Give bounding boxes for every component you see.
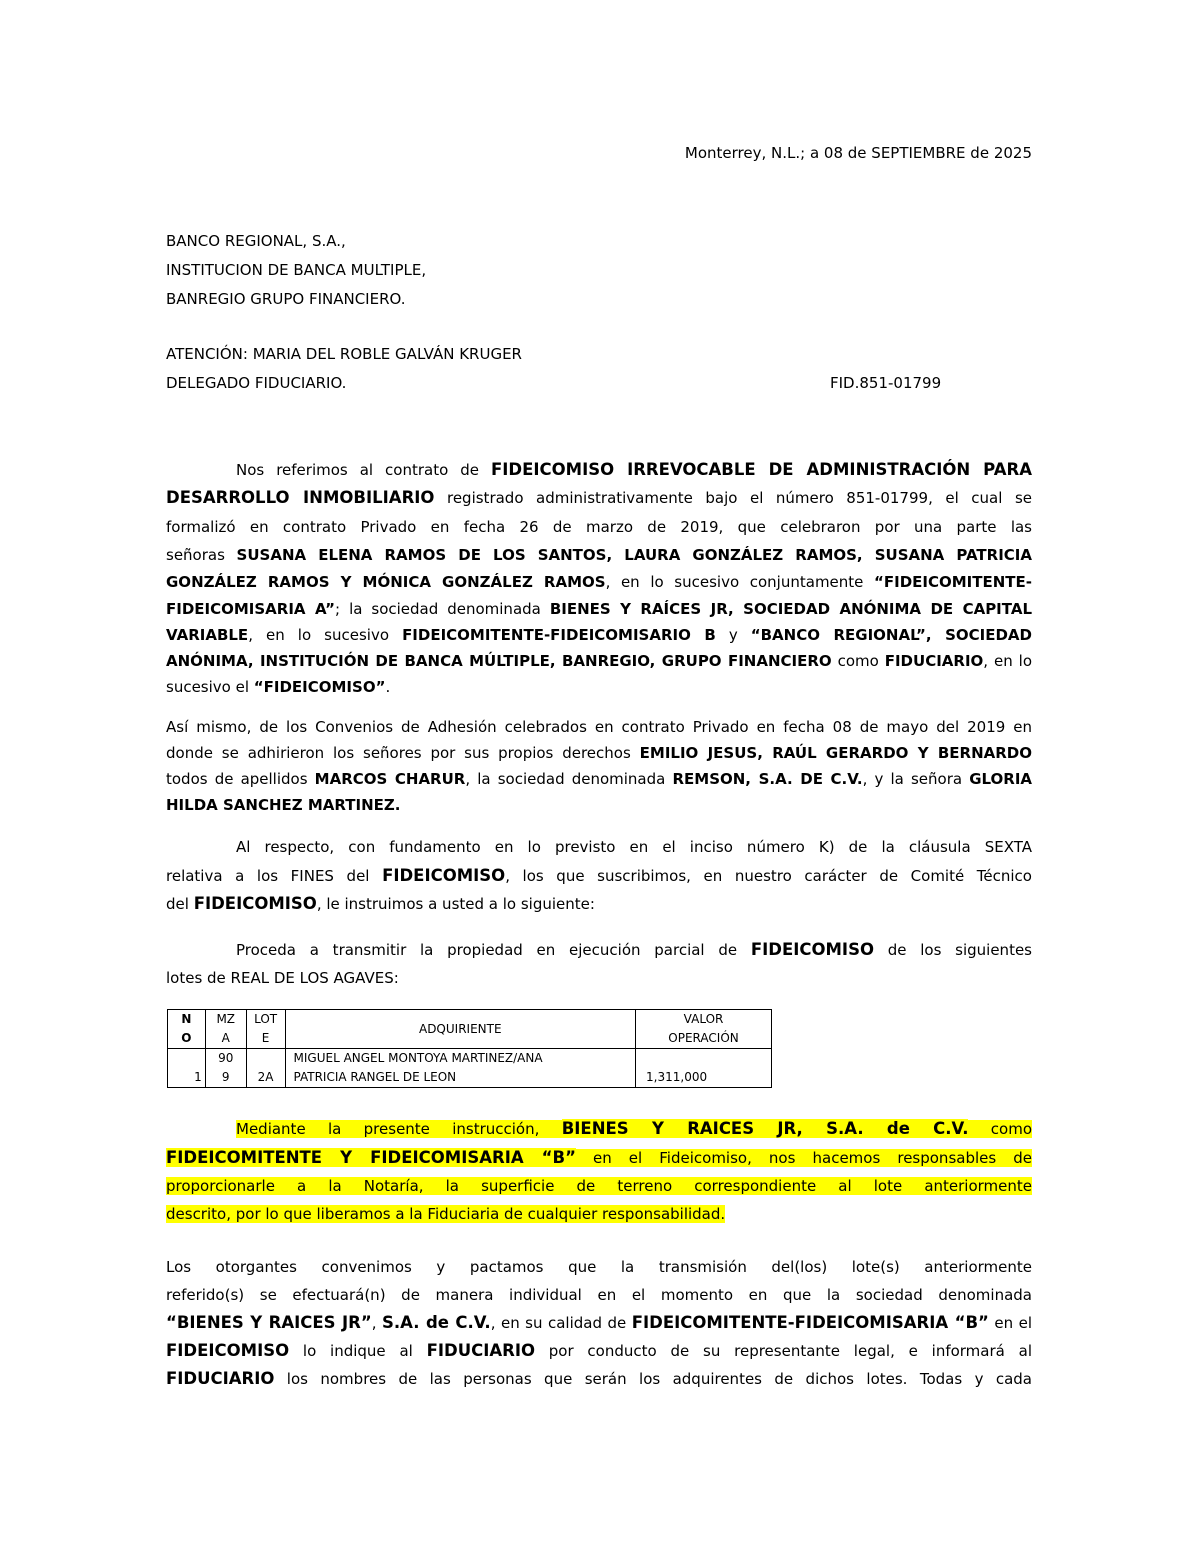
cell-adquiriente: MIGUEL ANGEL MONTOYA MARTINEZ/ANA PATRICIA RANGEL DE LEON xyxy=(285,1049,636,1088)
recipient-line: INSTITUCION DE BANCA MULTIPLE, xyxy=(166,261,427,279)
table-header-row xyxy=(168,1010,772,1049)
paragraph-3-line: del FIDEICOMISO, le instruimos a usted a lo siguiente: xyxy=(166,894,595,913)
paragraph-1-line: VARIABLE, en lo sucesivo FIDEICOMITENTE-FIDEICOMISARIO B y “BANCO REGIONAL”, SOCIEDAD xyxy=(166,626,1032,644)
paragraph-1-line: señoras SUSANA ELENA RAMOS DE LOS SANTOS, LAURA GONZÁLEZ RAMOS, SUSANA PATRICIA xyxy=(166,546,1032,564)
paragraph-2-line: donde se adhirieron los señores por sus propios derechos EMILIO JESUS, RAÚL GERARDO Y BERNARDO xyxy=(166,744,1033,762)
cell-mza: 90 9 xyxy=(205,1049,246,1088)
paragraph-3-line: relativa a los FINES del FIDEICOMISO, los que suscribimos, en nuestro carácter de Comité Técnico xyxy=(166,866,1032,885)
paragraph-1-line: FIDEICOMISARIA A”; la sociedad denominada BIENES Y RAÍCES JR, SOCIEDAD ANÓNIMA DE CAPITAL xyxy=(166,600,1033,618)
paragraph-4-line: lotes de REAL DE LOS AGAVES: xyxy=(166,969,399,987)
fid-number: FID.851-01799 xyxy=(830,374,942,392)
paragraph-5-line: Mediante la presente instrucción, BIENES Y RAICES JR, S.A. de C.V. como xyxy=(236,1119,1032,1138)
paragraph-1-line: DESARROLLO INMOBILIARIO registrado administrativamente bajo el número 851-01799, el cual se xyxy=(166,488,1032,507)
paragraph-1-line: sucesivo el “FIDEICOMISO”. xyxy=(166,678,391,696)
paragraph-6-line: Los otorgantes convenimos y pactamos que la transmisión del(los) lote(s) anteriormente xyxy=(166,1258,1032,1276)
paragraph-4-line: Proceda a transmitir la propiedad en ejecución parcial de FIDEICOMISO de los siguientes xyxy=(236,940,1032,959)
paragraph-6-line: “BIENES Y RAICES JR”, S.A. de C.V., en su calidad de FIDEICOMITENTE-FIDEICOMISARIA “B” en el xyxy=(166,1313,1032,1332)
lots-table xyxy=(167,1009,772,1088)
delegate-label: DELEGADO FIDUCIARIO. xyxy=(166,374,347,392)
header-mza: MZ A xyxy=(205,1010,246,1049)
paragraph-2-line: HILDA SANCHEZ MARTINEZ. xyxy=(166,796,401,814)
paragraph-2-line: Así mismo, de los Convenios de Adhesión celebrados en contrato Privado en fecha 08 de mayo del 2019 en xyxy=(166,718,1032,736)
header-no: N O xyxy=(168,1010,206,1049)
paragraph-3-line: Al respecto, con fundamento en lo previsto en el inciso número K) de la cláusula SEXTA xyxy=(236,838,1032,856)
paragraph-1-line: GONZÁLEZ RAMOS Y MÓNICA GONZÁLEZ RAMOS, en lo sucesivo conjuntamente “FIDEICOMITENTE- xyxy=(166,573,1032,591)
paragraph-6-line: FIDUCIARIO los nombres de las personas que serán los adquirentes de dichos lotes. Todas y cada xyxy=(166,1369,1032,1388)
paragraph-5-line: FIDEICOMITENTE Y FIDEICOMISARIA “B” en el Fideicomiso, nos hacemos responsables de xyxy=(166,1148,1033,1167)
cell-no: 1 xyxy=(168,1049,206,1088)
cell-lote: 2A xyxy=(246,1049,285,1088)
date-line: Monterrey, N.L.; a 08 de SEPTIEMBRE de 2025 xyxy=(684,144,1032,162)
paragraph-6-line: FIDEICOMISO lo indique al FIDUCIARIO por conducto de su representante legal, e informará al xyxy=(166,1341,1032,1360)
recipient-line: BANREGIO GRUPO FINANCIERO. xyxy=(166,290,406,308)
table-row xyxy=(168,1049,772,1088)
cell-valor: 1,311,000 xyxy=(636,1049,772,1088)
paragraph-5-line: proporcionarle a la Notaría, la superficie de terreno correspondiente al lote anteriormente xyxy=(166,1177,1032,1195)
paragraph-1-line: formalizó en contrato Privado en fecha 26 de marzo de 2019, que celebraron por una parte las xyxy=(166,518,1032,536)
header-adquiriente: ADQUIRIENTE xyxy=(285,1010,636,1049)
paragraph-6-line: referido(s) se efectuará(n) de manera individual en el momento en que la sociedad denominada xyxy=(166,1286,1032,1304)
paragraph-1-line: Nos referimos al contrato de FIDEICOMISO IRREVOCABLE DE ADMINISTRACIÓN PARA xyxy=(236,460,1032,479)
delegate-line xyxy=(166,376,1032,391)
paragraph-5-line: descrito, por lo que liberamos a la Fiduciaria de cualquier responsabilidad. xyxy=(166,1205,726,1223)
recipient-line: BANCO REGIONAL, S.A., xyxy=(166,232,346,250)
paragraph-2-line: todos de apellidos MARCOS CHARUR, la sociedad denominada REMSON, S.A. DE C.V., y la señora GLORIA xyxy=(166,770,1033,788)
header-valor: VALOR OPERACIÓN xyxy=(636,1010,772,1049)
header-lote: LOT E xyxy=(246,1010,285,1049)
paragraph-1-line: ANÓNIMA, INSTITUCIÓN DE BANCA MÚLTIPLE, BANREGIO, GRUPO FINANCIERO como FIDUCIARIO, en lo xyxy=(166,652,1033,670)
attention-line: ATENCIÓN: MARIA DEL ROBLE GALVÁN KRUGER xyxy=(166,345,522,363)
